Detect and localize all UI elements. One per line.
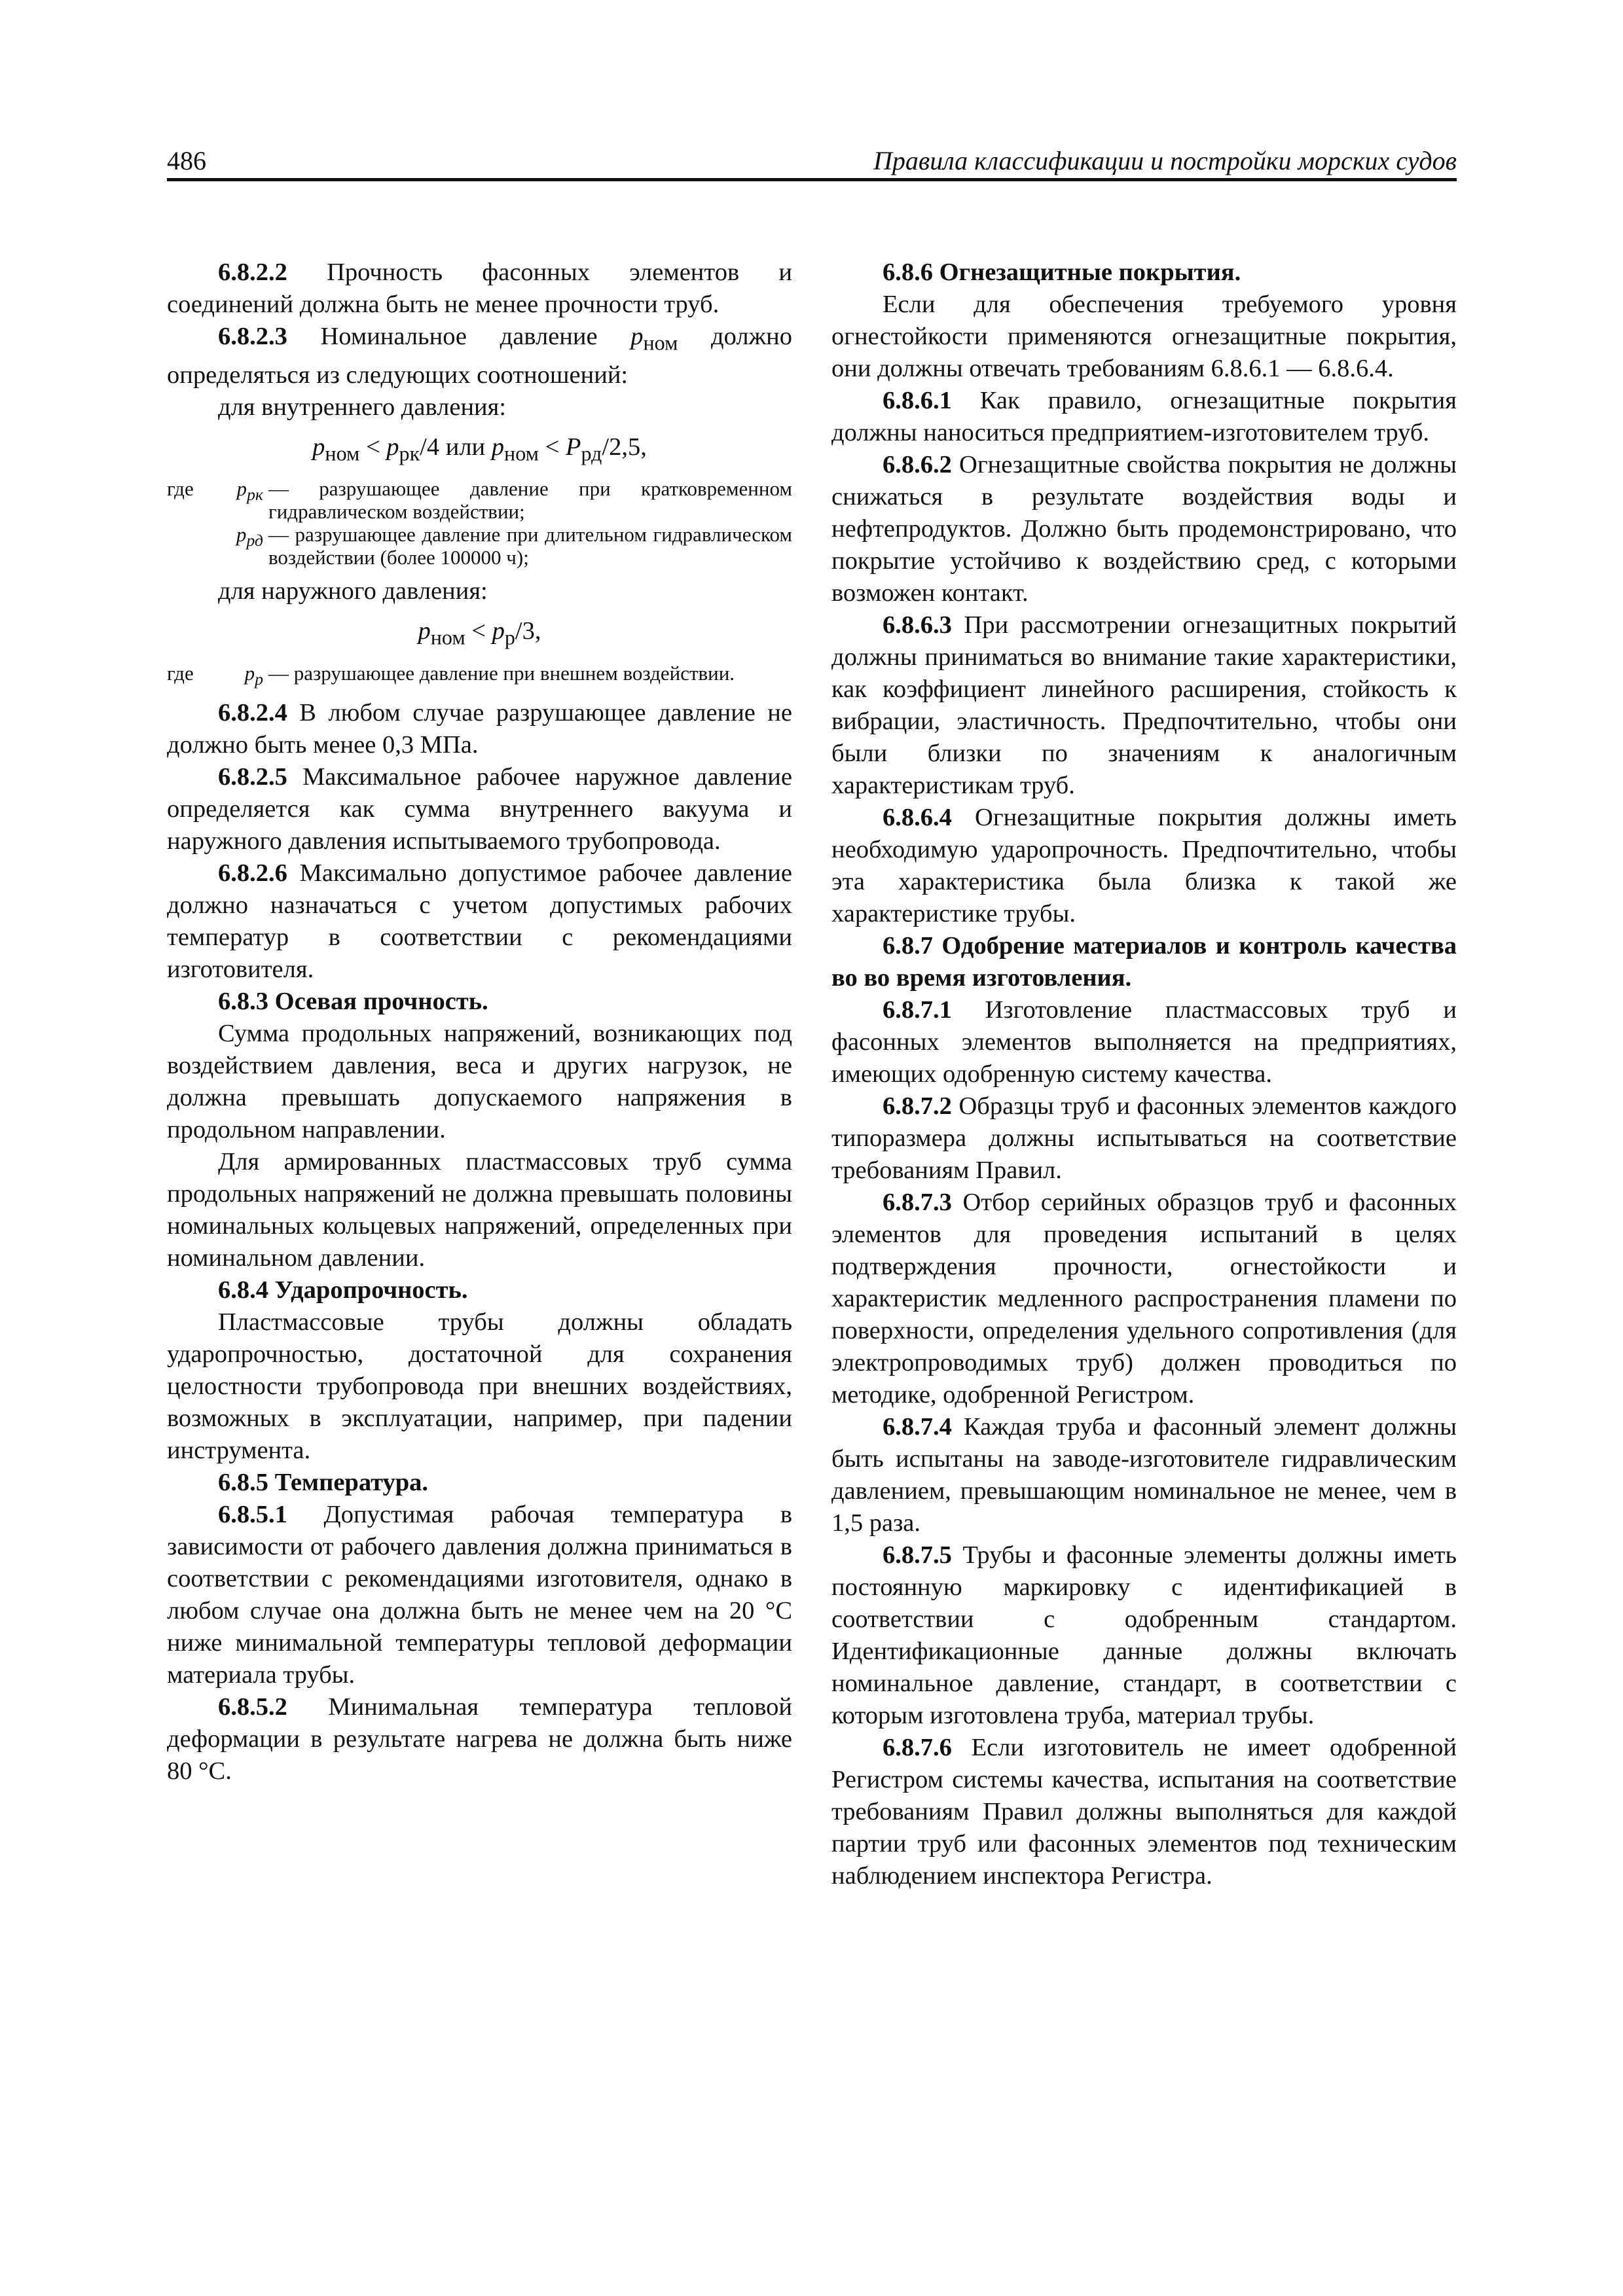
where-block-internal: где $p_{рк}$ — разрушающее давление при кратковременном гидравлическом воздействии; $p_{рд}$ — разрушающее давление при длительном гидравлическом воздействии (более 100000 ч); [167, 477, 792, 569]
right-column [831, 257, 1457, 1892]
paragraph-6825: 6.8.2.5 Максимальное рабочее наружное давление определяется как сумма внутреннего вакуума и наружного давления испытываемого трубопровода. [167, 763, 792, 855]
paragraph-6871: 6.8.7.1 Изготовление пластмассовых труб и фасонных элементов выполняется на предприятиях, имеющих одобренную систему качества. [831, 996, 1457, 1088]
left-column [167, 257, 792, 1787]
paragraph-684: Пластмассовые трубы должны обладать ударопрочностью, достаточной для сохранения целостности трубопровода при внешних воздействиях, возможных в эксплуатации, например, при падении инструмента. [167, 1308, 792, 1465]
paragraph-6864: 6.8.6.4 Огнезащитные покрытия должны иметь необходимую ударопрочность. Предпочтительно, чтобы эта характеристика была близка к такой же характеристике трубы. [831, 804, 1457, 927]
page-header [167, 145, 1457, 178]
paragraph-686: Если для обеспечения требуемого уровня огнестойкости применяются огнезащитные покрытия, они должны отвечать требованиям 6.8.6.1 — 6.8.6.4. [831, 291, 1457, 382]
clause-number: 6.8.2.2 [218, 259, 287, 286]
paragraph-6823: 6.8.2.3 Номинальное давление $p_{ном}$ должно определяться из следующих соотношений: [167, 323, 793, 389]
paragraph-6826: 6.8.2.6 Максимально допустимое рабочее давление должно назначаться с учетом допустимых рабочих температур в соответствии с рекомендациями изготовителя. [167, 859, 792, 984]
symbol-prd: $p_{рд}$ [236, 523, 263, 550]
definition-prk: — разрушающее давление при кратковременном гидравлическом воздействии; [268, 477, 792, 524]
paragraph-6824: 6.8.2.4 В любом случае разрушающее давление не должно быть менее 0,3 МПа. [167, 699, 792, 759]
paragraph-6862: 6.8.6.2 Огнезащитные свойства покрытия не должны снижаться в результате воздействия воды и нефтепродуктов. Должно быть продемонстрировано, что покрытие устойчиво к воздействию сред, с которыми возможен контакт. [831, 451, 1457, 607]
formula-external: $p_{ном} < p_р/3$, [418, 617, 541, 650]
external-pressure-label: для наружного давления: [218, 577, 488, 605]
paragraph-6875: 6.8.7.5 Трубы и фасонные элементы должны иметь постоянную маркировку с идентификацией в соответствии с одобренным стандартом. Идентификационные данные должны включать номинальное давление, стандарт, в соответствии с которым изготовлена труба, материал трубы. [831, 1541, 1457, 1729]
heading-684: 6.8.4 Ударопрочность. [218, 1276, 468, 1304]
paragraph-6851: 6.8.5.1 Допустимая рабочая температура в зависимости от рабочего давления должна приниматься в соответствии с рекомендациями изготовителя, однако в любом случае она должна быть не менее чем на 20 °С ниже минимальной температуры тепловой деформации материала трубы. [167, 1501, 792, 1689]
symbol-prk: $p_{рк}$ [236, 477, 263, 505]
running-title: Правила классификации и постройки морских судов [873, 146, 1457, 175]
heading-683: 6.8.3 Осевая прочность. [218, 988, 488, 1016]
header-rule [167, 178, 1457, 181]
definition-prd: — разрушающее давление при длительном гидравлическом воздействии (более 100000 ч); [268, 523, 792, 569]
paragraph-6863: 6.8.6.3 При рассмотрении огнезащитных покрытий должны приниматься во внимание такие характеристики, как коэффициент линейного расширения, стойкость к вибрации, эластичность. Предпочтительно, чтобы они были близки по значениям к аналогичным характеристикам труб. [831, 611, 1457, 799]
paragraph-text: Прочность фасонных элементов и соединений должна быть не менее прочности труб. [167, 259, 792, 318]
paragraph-683a: Сумма продольных напряжений, возникающих под воздействием давления, веса и других нагрузок, не должна превышать допускаемого напряжения в продольном направлении. [167, 1020, 792, 1144]
paragraph-6873: 6.8.7.3 Отбор серийных образцов труб и фасонных элементов для проведения испытаний в целях подтверждения прочности, огнестойкости и характеристик медленного распространения пламени по поверхности, определения удельного сопротивления (для электропроводимых труб) должен проводиться по методике, одобренной Регистром. [831, 1189, 1457, 1408]
paragraph-6874: 6.8.7.4 Каждая труба и фасонный элемент должны быть испытаны на заводе-изготовителе гидравлическим давлением, превышающим номинальное не менее, чем в 1,5 раза. [831, 1413, 1457, 1537]
heading-687: 6.8.7 Одобрение материалов и контроль качества во во время изготовления. [831, 932, 1457, 992]
where-block-external: где $p_р$ — разрушающее давление при внешнем воздействии. [167, 662, 792, 691]
definition-pp: — разрушающее давление при внешнем воздействии. [268, 662, 735, 685]
symbol-pp: $p_р$ [244, 662, 263, 689]
paragraph-6876: 6.8.7.6 Если изготовитель не имеет одобренной Регистром системы качества, испытания на соответствие требованиям Правил должны выполняться для каждой партии труб или фасонных элементов под техническим наблюдением инспектора Регистра. [831, 1734, 1457, 1890]
paragraph-6861: 6.8.6.1 Как правило, огнезащитные покрытия должны наноситься предприятием-изготовителем труб. [831, 387, 1457, 446]
paragraph-6822 [167, 257, 792, 321]
page-number: 486 [167, 146, 206, 175]
clause-number: 6.8.2.3 [218, 323, 287, 350]
paragraph-683b: Для армированных пластмассовых труб сумма продольных напряжений не должна превышать половины номинальных кольцевых напряжений, определенных при номинальном давлении. [167, 1148, 792, 1272]
internal-pressure-label: для внутреннего давления: [218, 393, 507, 421]
paragraph-6852: 6.8.5.2 Минимальная температура тепловой деформации в результате нагрева не должна быть ниже 80 °С. [167, 1693, 792, 1785]
heading-686: 6.8.6 Огнезащитные покрытия. [883, 259, 1241, 286]
formula-internal: $p_{ном} < p_{рк}/4$ или $p_{ном} < P_{рд}/2,5$, [312, 433, 647, 465]
heading-685: 6.8.5 Температура. [218, 1469, 429, 1497]
paragraph-6872: 6.8.7.2 Образцы труб и фасонных элементов каждого типоразмера должны испытываться на соответствие требованиям Правил. [831, 1092, 1457, 1184]
